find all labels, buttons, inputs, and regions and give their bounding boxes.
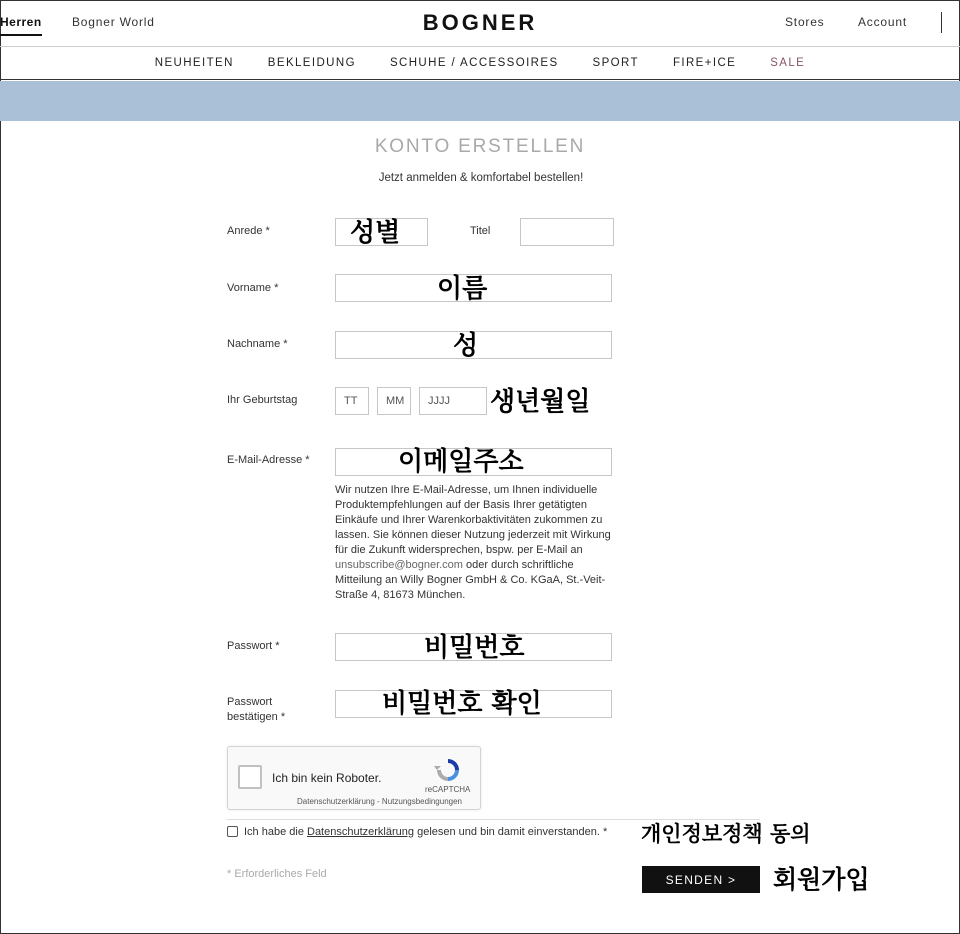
divider (227, 819, 760, 820)
email-label: E-Mail-Adresse * (227, 454, 310, 466)
birth-day-input[interactable]: TT (335, 387, 369, 415)
brand-logo[interactable]: BOGNER (422, 10, 538, 35)
birth-year-input[interactable]: JJJJ (419, 387, 487, 415)
passwort-confirm-label (227, 695, 285, 725)
annotation-consent: 개인정보정책 동의 (641, 822, 811, 846)
recaptcha-widget (227, 746, 481, 810)
nav-item-bekleidung[interactable]: BEKLEIDUNG (267, 57, 356, 69)
annotation-anrede: 성별 (350, 218, 401, 248)
nav-item-sport[interactable]: SPORT (592, 57, 639, 69)
annotation-vorname: 이름 (437, 274, 488, 304)
nachname-label: Nachname * (227, 338, 288, 350)
passwort-label: Passwort * (227, 640, 280, 652)
annotation-passwort: 비밀번호 (424, 633, 525, 663)
account-link[interactable]: Account (858, 15, 907, 29)
vorname-label: Vorname * (227, 282, 279, 294)
recaptcha-links[interactable]: Datenschutzerklärung - Nutzungsbedingungen (297, 797, 462, 806)
anrede-label: Anrede * (227, 225, 270, 237)
nav-item-fire-ice[interactable]: FIRE+ICE (672, 57, 737, 69)
recaptcha-brand: reCAPTCHA (425, 785, 471, 794)
annotation-email: 이메일주소 (398, 447, 524, 477)
recaptcha-checkbox[interactable] (238, 765, 262, 789)
recaptcha-label: Ich bin kein Roboter. (272, 771, 382, 785)
recaptcha-icon (434, 756, 462, 784)
birth-month-input[interactable]: MM (377, 387, 411, 415)
annotation-passwort-confirm: 비밀번호 확인 (382, 689, 542, 719)
passwort-confirm-label-line-1: Passwort (227, 696, 273, 708)
promo-banner (0, 81, 960, 121)
titel-label: Titel (470, 225, 491, 237)
annotation-nachname: 성 (453, 331, 479, 361)
page-title: KONTO ERSTELLEN (374, 136, 586, 157)
required-field-note: * Erforderliches Feld (227, 868, 327, 880)
consent-text (244, 826, 607, 838)
email-usage-note (335, 483, 619, 603)
geburtstag-label: Ihr Geburtstag (227, 394, 298, 406)
email-note-text-2: oder durch schriftliche Mitteilung an Willy Bogner GmbH & Co. KGaA, St.-Veit-Straße 4, 81673 München. (335, 559, 606, 601)
nav-item-sale[interactable]: SALE (770, 57, 806, 69)
annotation-geburtstag: 생년월일 (490, 387, 591, 417)
top-bar (0, 0, 960, 47)
privacy-policy-link[interactable]: Datenschutzerklärung (307, 826, 415, 838)
annotation-submit: 회원가입 (773, 865, 870, 894)
consent-text-pre: Ich habe die (244, 826, 304, 838)
unsubscribe-email[interactable]: unsubscribe@bogner.com (335, 559, 463, 571)
titel-select[interactable] (520, 218, 614, 246)
tab-herren[interactable]: Herren (0, 15, 42, 36)
page-subtitle: Jetzt anmelden & komfortabel bestellen! (378, 172, 584, 184)
main-nav (0, 47, 960, 80)
consent-text-post: gelesen und bin damit einverstanden. * (417, 826, 608, 838)
nav-item-schuhe-accessoires[interactable]: SCHUHE / ACCESSOIRES (389, 57, 559, 69)
passwort-confirm-label-line-2: bestätigen * (227, 711, 286, 723)
consent-checkbox[interactable] (227, 826, 238, 837)
tab-bogner-world[interactable]: Bogner World (72, 15, 155, 29)
email-note-text-1: Wir nutzen Ihre E-Mail-Adresse, um Ihnen individuelle Produktempfehlungen auf der Basis Ihrer getätigten Einkäufe und Ihrer Warenkorbaktivitäten zukommen zu lassen. Sie können dieser Nutzung jederzeit mit Wirkung für die Zukunft widersprechen, bspw. per E-Mail an (335, 484, 611, 556)
nav-item-neuheiten[interactable]: NEUHEITEN (154, 57, 234, 69)
stores-link[interactable]: Stores (785, 15, 825, 29)
senden-button[interactable]: SENDEN > (642, 866, 760, 893)
header-divider (941, 12, 942, 33)
